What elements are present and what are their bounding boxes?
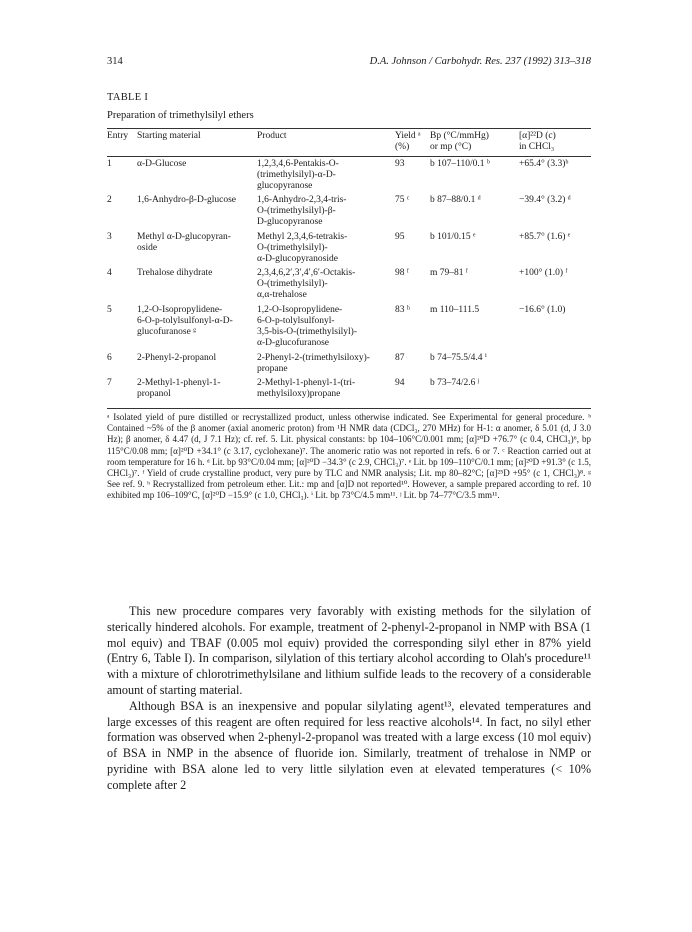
product-cell: 6-O-p-tolylsulfonyl-: [257, 316, 335, 326]
bp-cell: b 73–74/2.6 ʲ: [430, 378, 480, 388]
starting-material-cell: 1,6-Anhydro-β-D-glucose: [137, 195, 237, 205]
table-bottom-rule: [107, 408, 591, 409]
rotation-cell: −39.4° (3.2) ᵈ: [519, 195, 571, 205]
header-bp: Bp (°C/mmHg): [430, 131, 489, 141]
header-rotation-solvent: in CHCl₃: [519, 142, 555, 152]
table-header-rule: [107, 156, 591, 157]
product-cell: propane: [257, 364, 288, 374]
product-cell: 1,2-O-Isopropylidene-: [257, 305, 343, 315]
product-cell: O-(trimethylsilyl)-: [257, 279, 328, 289]
product-cell: glucopyranose: [257, 181, 313, 191]
bp-cell: b 87–88/0.1 ᵈ: [430, 195, 481, 205]
entry-cell: 1: [107, 159, 112, 169]
product-cell: O-(trimethylsilyl)-: [257, 243, 328, 253]
header-starting-material: Starting material: [137, 131, 201, 141]
starting-material-cell: 2-Phenyl-2-propanol: [137, 353, 217, 363]
product-cell: D-glucopyranose: [257, 217, 323, 227]
header-yield: Yield ᵃ: [395, 131, 421, 141]
table-label: TABLE I: [107, 92, 149, 103]
yield-cell: 87: [395, 353, 405, 363]
yield-cell: 98 ᶠ: [395, 268, 409, 278]
entry-cell: 2: [107, 195, 112, 205]
product-cell: 2-Phenyl-2-(trimethylsiloxy)-: [257, 353, 370, 363]
product-cell: O-(trimethylsilyl)-β-: [257, 206, 336, 216]
header-entry: Entry: [107, 131, 129, 141]
rotation-cell: +65.4° (3.3)ᵇ: [519, 159, 569, 169]
yield-cell: 93: [395, 159, 405, 169]
product-cell: 1,6-Anhydro-2,3,4-tris-: [257, 195, 347, 205]
product-cell: 3,5-bis-O-(trimethylsilyl)-: [257, 327, 357, 337]
bp-cell: b 74–75.5/4.4 ⁱ: [430, 353, 487, 363]
product-cell: (trimethylsilyl)-α-D-: [257, 170, 336, 180]
rotation-cell: +85.7° (1.6) ᵉ: [519, 232, 571, 242]
running-head: D.A. Johnson / Carbohydr. Res. 237 (1992) 313–318: [369, 56, 591, 67]
starting-material-cell: propanol: [137, 389, 171, 399]
product-cell: methylsiloxy)propane: [257, 389, 341, 399]
header-rotation: [α]²²D (c): [519, 131, 556, 141]
starting-material-cell: 2-Methyl-1-phenyl-1-: [137, 378, 221, 388]
table-footnotes: [107, 412, 591, 502]
product-cell: 1,2,3,4,6-Pentakis-O-: [257, 159, 339, 169]
bp-cell: m 79–81 ᶠ: [430, 268, 468, 278]
product-cell: 2-Methyl-1-phenyl-1-(tri-: [257, 378, 356, 388]
yield-cell: 94: [395, 378, 405, 388]
table-caption: Preparation of trimethylsilyl ethers: [107, 110, 254, 121]
product-cell: α-D-glucofuranose: [257, 338, 329, 348]
starting-material-cell: Trehalose dihydrate: [137, 268, 213, 278]
starting-material-cell: Methyl α-D-glucopyran-: [137, 232, 231, 242]
starting-material-cell: 1,2-O-Isopropylidene-: [137, 305, 223, 315]
entry-cell: 7: [107, 378, 112, 388]
rotation-cell: −16.6° (1.0): [519, 305, 566, 315]
body-text: [107, 604, 591, 794]
yield-cell: 75 ᶜ: [395, 195, 410, 205]
starting-material-cell: glucofuranose ᵍ: [137, 327, 197, 337]
bp-cell: b 107–110/0.1 ᵇ: [430, 159, 490, 169]
product-cell: α-D-glucopyranoside: [257, 254, 338, 264]
footnotes-text: ᵃ Isolated yield of pure distilled or recrystallized product, unless otherwise indicated. See Experimental for general procedure. ᵇ Contained ~5% of the β anomer (axial anomeric proton) from ¹H NMR data (CDCl₃, 270 MHz) for H-1: α anomer, δ 5.01 (d, J 3.0 Hz); β anomer, δ 4.47 (d, J 7.1 Hz); cf. ref. 5. Lit. physical constants: bp 104–106°C/0.001 mm; [α]²⁰D +76.7° (c 0.4, CHCl₃)⁶, bp 115°C/0.08 mm; [α]²⁰D +34.1° (c 3.17, cyclohexane)⁷. The anomeric ratio was not reported in refs. 6 or 7. ᶜ Reaction carried out at room temperature for 16 h. ᵈ Lit. bp 93°C/0.04 mm; [α]²⁰D −34.3° (c 2.9, CHCl₃)⁷. ᵉ Lit. bp 109–110°C/0.1 mm; [α]²⁰D +91.3° (c 1.5, CHCl₃)⁷. ᶠ Yield of crude crystalline product, very pure by TLC and NMR analysis; Lit. mp 80–82°C; [α]²⁵D +95° (c 1, CHCl₃)⁸. ᵍ See ref. 9. ʰ Recrystallized from petroleum ether. Lit.: mp and [α]D not reported¹⁰. However, a sample prepared according to ref. 10 exhibited mp 106–109°C, [α]²⁰D −15.9° (c 1.0, CHCl₃). ⁱ Lit. bp 73°C/4.5 mm¹¹. ʲ Lit. bp 74–77°C/3.5 mm¹¹.: [107, 412, 591, 501]
entry-cell: 3: [107, 232, 112, 242]
table-top-rule: [107, 128, 591, 129]
header-product: Product: [257, 131, 287, 141]
header-bp-mp: or mp (°C): [430, 142, 472, 152]
product-cell: Methyl 2,3,4,6-tetrakis-: [257, 232, 348, 242]
yield-cell: 95: [395, 232, 405, 242]
product-cell: α,α-trehalose: [257, 290, 307, 300]
bp-cell: m 110–111.5: [430, 305, 480, 315]
paragraph: Although BSA is an inexpensive and popular silylating agent¹³, elevated temperatures and large excesses of this reagent are often required for less reactive alcohols¹⁴. In fact, no silyl ether formation was observed when 2-phenyl-2-propanol was treated with a large excess (10 mol equiv) of BSA in NMP in the absence of fluoride ion. Similarly, treatment of trehalose in NMP or pyridine with BSA alone led to very little silylation even at elevated temperatures (< 10% complete after 2: [107, 698, 591, 792]
entry-cell: 6: [107, 353, 112, 363]
header-yield-unit: (%): [395, 142, 410, 152]
product-cell: 2,3,4,6,2′,3′,4′,6′-Octakis-: [257, 268, 356, 278]
entry-cell: 4: [107, 268, 112, 278]
entry-cell: 5: [107, 305, 112, 315]
page-number: 314: [107, 56, 123, 67]
starting-material-cell: 6-O-p-tolylsulfonyl-α-D-: [137, 316, 233, 326]
bp-cell: b 101/0.15 ᵉ: [430, 232, 476, 242]
starting-material-cell: α-D-Glucose: [137, 159, 187, 169]
yield-cell: 83 ʰ: [395, 305, 410, 315]
starting-material-cell: oside: [137, 243, 158, 253]
paragraph: This new procedure compares very favorably with existing methods for the silylation of sterically hindered alcohols. For example, treatment of 2-phenyl-2-propanol in NMP with BSA (1 mol equiv) and TBAF (0.005 mol equiv) provided the corresponding silyl ether in 87% yield (Entry 6, Table I). In comparison, silylation of this tertiary alcohol according to Olah's procedure¹¹ with a mixture of chlorotrimethylsilane and lithium sulfide leads to the recovery of a considerable amount of starting material.: [107, 604, 591, 697]
rotation-cell: +100° (1.0) ᶠ: [519, 268, 568, 278]
table-header: [107, 131, 591, 155]
